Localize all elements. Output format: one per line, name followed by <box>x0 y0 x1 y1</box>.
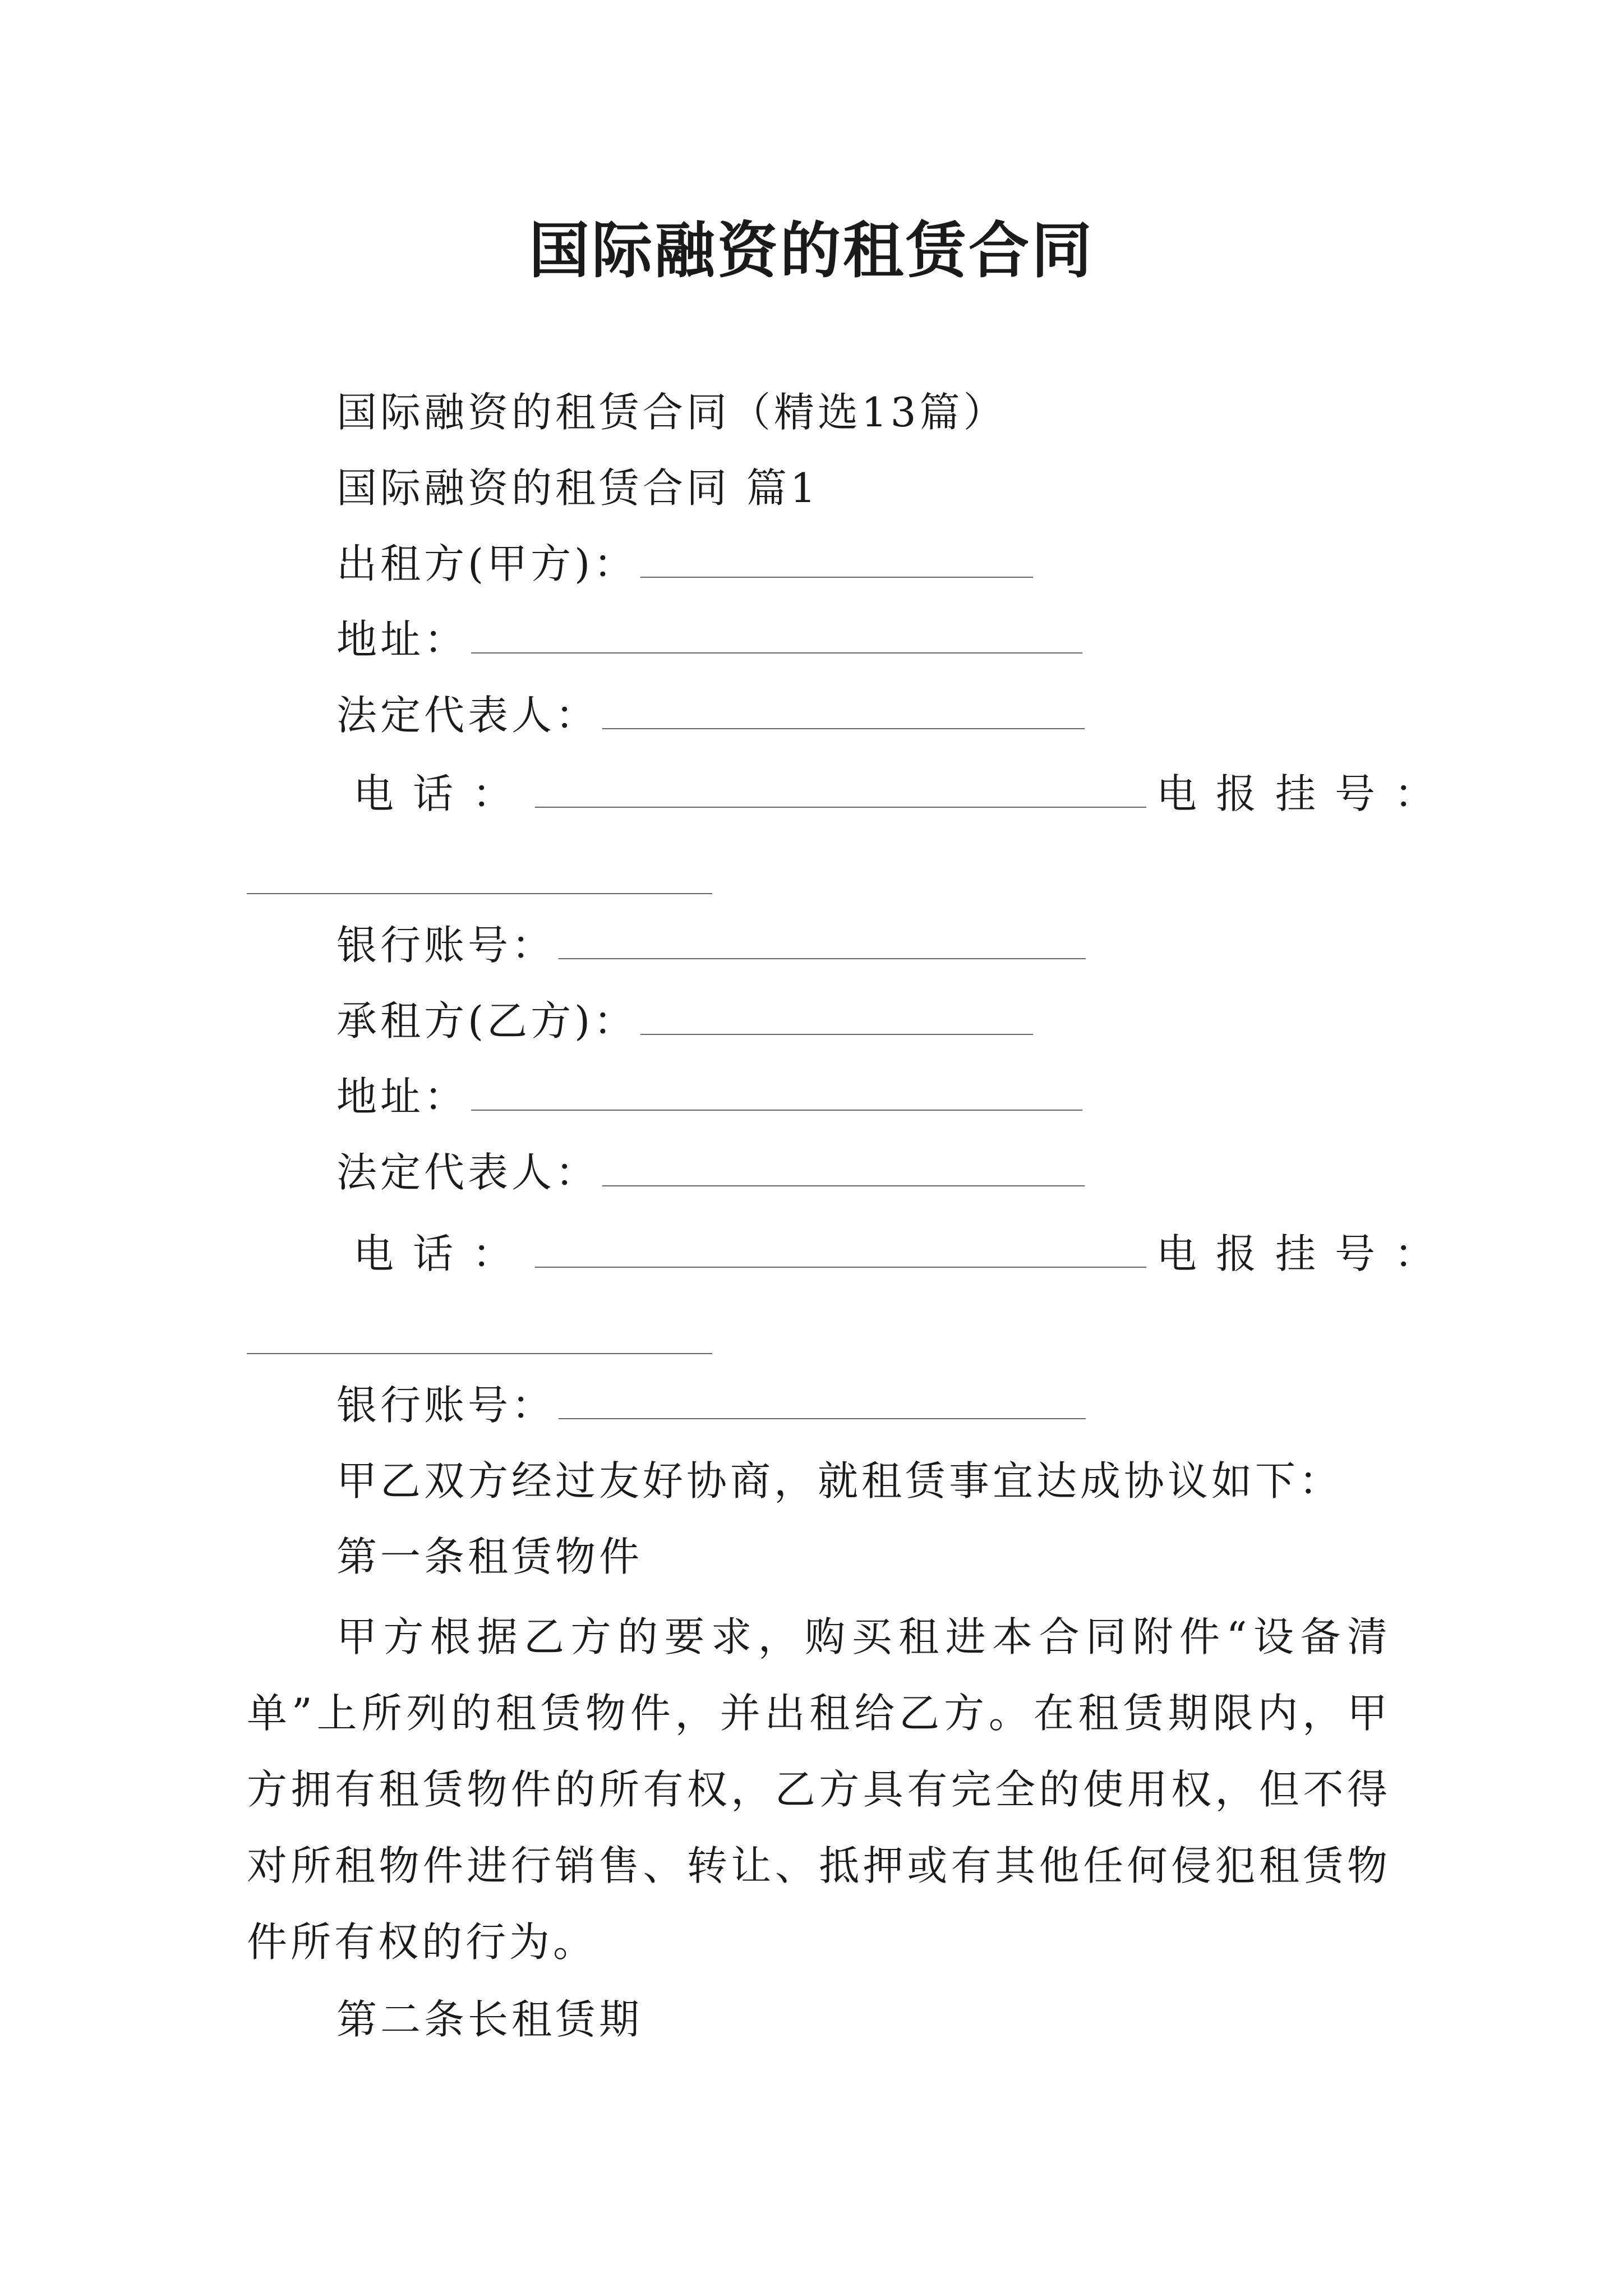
lessee-row <box>336 996 1033 1046</box>
lessee-phone-field[interactable] <box>535 1233 1146 1268</box>
article1-body: 甲方根据乙方的要求，购买租进本合同附件“设备清单”上所列的租赁物件，并出租给乙方。在租赁期限内，甲方拥有租赁物件的所有权，乙方具有完全的使用权，但不得对所租物件进行销售、转让、抵押或有其他任何侵犯租赁物件所有权的行为。 <box>247 1613 1391 1966</box>
lessee-address-field[interactable] <box>471 1076 1082 1111</box>
article1-heading: 第一条租赁物件 <box>336 1533 643 1580</box>
lessee-bank-label: 银行账号： <box>336 1382 556 1429</box>
lessor-telegraph-label: 电报挂号： <box>1156 770 1454 817</box>
lessor-phone-row <box>353 769 1454 819</box>
lessor-row <box>336 539 1033 589</box>
section-heading: 国际融资的租赁合同 篇1 <box>336 464 819 512</box>
article2-heading: 第二条长租赁期 <box>336 1996 643 2043</box>
subtitle: 国际融资的租赁合同（精选13篇） <box>336 389 1007 436</box>
lessee-telegraph-label: 电报挂号： <box>1156 1230 1454 1277</box>
lessee-legal-rep-label: 法定代表人： <box>336 1149 600 1196</box>
lessor-phone-field[interactable] <box>535 773 1146 808</box>
lessee-legal-rep-field[interactable] <box>602 1152 1085 1186</box>
lessor-phone-label: 电话： <box>353 770 532 817</box>
lessor-bank-row <box>336 920 1086 970</box>
lessor-legal-rep-field[interactable] <box>602 694 1085 729</box>
lessor-name-field[interactable] <box>640 543 1033 578</box>
intro-text: 甲乙双方经过友好协商，就租赁事宜达成协议如下： <box>336 1457 1343 1504</box>
lessor-address-row <box>336 614 1082 665</box>
lessee-phone-label: 电话： <box>353 1230 532 1277</box>
lessee-name-field[interactable] <box>640 1000 1033 1035</box>
lessor-label: 出租方(甲方)： <box>336 540 638 587</box>
lessee-address-label: 地址： <box>336 1073 468 1120</box>
lessor-bank-field[interactable] <box>559 924 1086 959</box>
lessee-bank-field[interactable] <box>559 1384 1086 1419</box>
lessee-address-row <box>336 1071 1082 1122</box>
lessor-telegraph-field[interactable] <box>247 892 712 894</box>
lessor-address-field[interactable] <box>471 619 1082 654</box>
lessee-label: 承租方(乙方)： <box>336 997 638 1045</box>
lessor-bank-label: 银行账号： <box>336 922 556 969</box>
lessee-legal-rep-row <box>336 1147 1085 1198</box>
lessor-legal-rep-row <box>336 690 1085 740</box>
lessee-phone-row <box>353 1228 1454 1279</box>
document-title: 国际融资的租赁合同 <box>528 215 1094 286</box>
lessor-address-label: 地址： <box>336 616 468 663</box>
lessee-bank-row <box>336 1380 1086 1430</box>
lessee-telegraph-field[interactable] <box>247 1352 712 1354</box>
lessor-legal-rep-label: 法定代表人： <box>336 692 600 739</box>
